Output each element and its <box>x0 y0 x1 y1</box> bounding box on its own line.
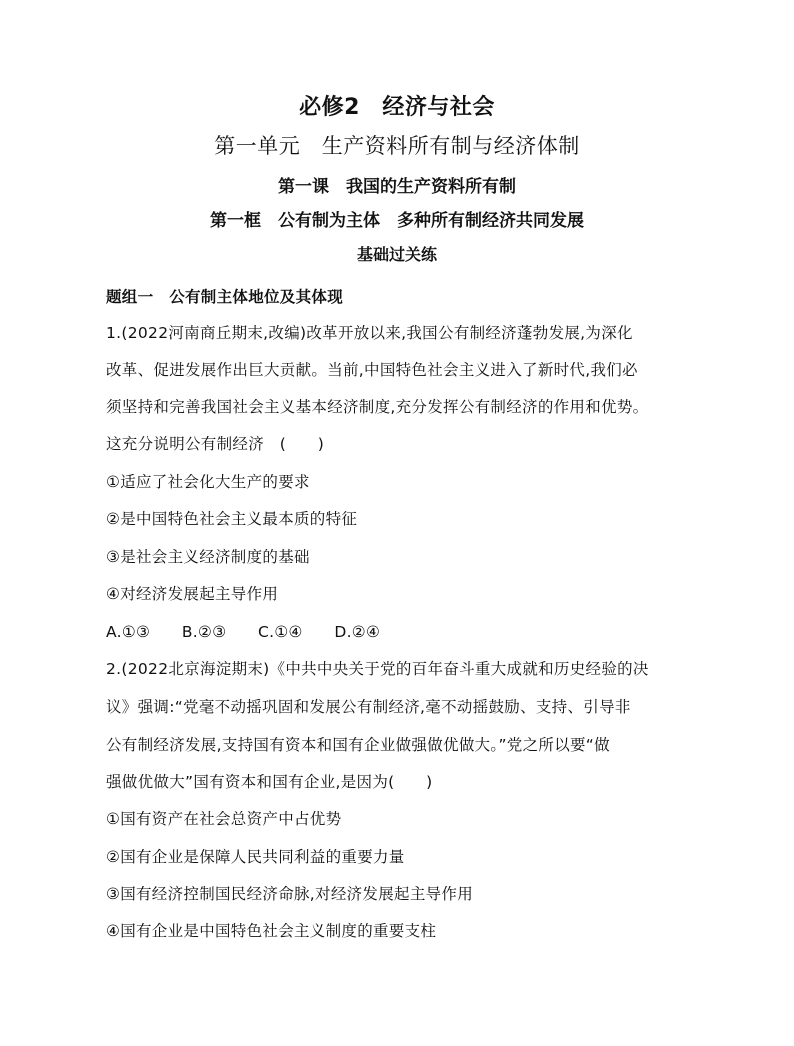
lesson-title: 第一课 我国的生产资料所有制 <box>278 177 516 197</box>
q1-statement-4: ④对经济发展起主导作用 <box>106 585 279 603</box>
q2-line-1: 2.(2022北京海淀期末)《中共中央关于党的百年奋斗重大成就和历史经验的决 <box>106 660 649 678</box>
q2-statement-3: ③国有经济控制国民经济命脉,对经济发展起主导作用 <box>106 885 474 903</box>
q2-statement-1: ①国有资产在社会总资产中占优势 <box>106 810 342 828</box>
q1-line-2: 改革、促进发展作出巨大贡献。当前,中国特色社会主义进入了新时代,我们必 <box>106 361 638 379</box>
q1-options: A.①③ B.②③ C.①④ D.②④ <box>106 623 381 641</box>
q2-statement-2: ②国有企业是保障人民共同利益的重要力量 <box>106 848 405 866</box>
q2-line-3: 公有制经济发展,支持国有资本和国有企业做强做优做大。”党之所以要“做 <box>106 736 610 754</box>
q1-line-1: 1.(2022河南商丘期末,改编)改革开放以来,我国公有制经济蓬勃发展,为深化 <box>106 324 633 342</box>
q1-statement-1: ①适应了社会化大生产的要求 <box>106 473 310 491</box>
q2-line-4: 强做优做大”国有资本和国有企业,是因为( ) <box>106 773 433 791</box>
group1-title: 题组一 公有制主体地位及其体现 <box>106 288 344 306</box>
q1-line-4: 这充分说明公有制经济 ( ) <box>106 435 325 453</box>
unit-title: 第一单元 生产资料所有制与经济体制 <box>214 134 580 158</box>
q1-line-3: 须坚持和完善我国社会主义基本经济制度,充分发挥公有制经济的作用和优势。 <box>106 398 649 416</box>
module-title: 必修2 经济与社会 <box>299 95 495 120</box>
q2-line-2: 议》强调:“党毫不动摇巩固和发展公有制经济,毫不动摇鼓励、支持、引导非 <box>106 698 631 716</box>
practice-title: 基础过关练 <box>356 245 437 264</box>
q1-statement-3: ③是社会主义经济制度的基础 <box>106 548 310 566</box>
frame-title: 第一框 公有制为主体 多种所有制经济共同发展 <box>210 211 584 231</box>
q1-statement-2: ②是中国特色社会主义最本质的特征 <box>106 510 358 528</box>
q2-statement-4: ④国有企业是中国特色社会主义制度的重要支柱 <box>106 922 437 940</box>
